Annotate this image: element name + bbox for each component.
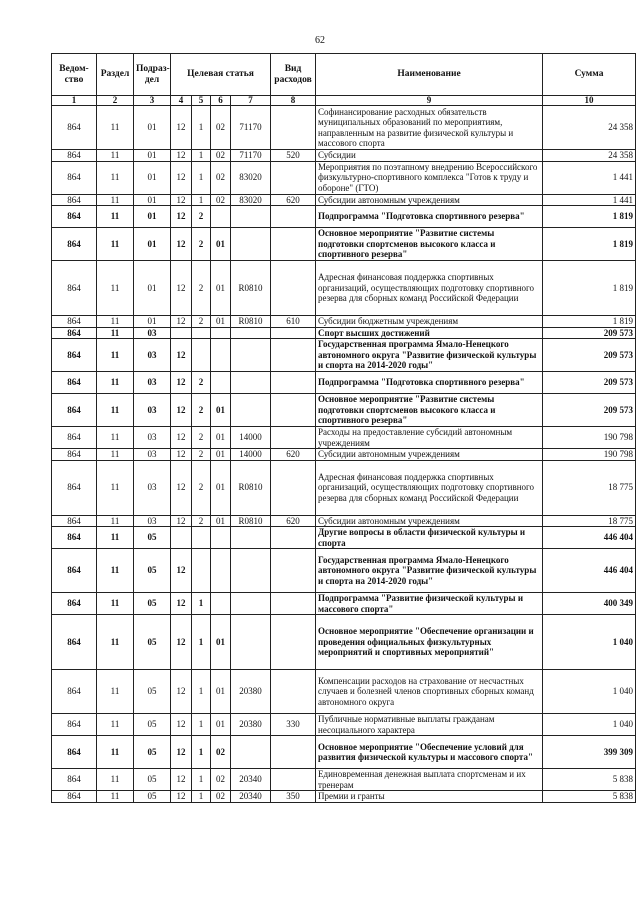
cell-target-event: 01	[211, 261, 231, 316]
table-row	[52, 615, 636, 670]
cell-vedomstvo: 864	[52, 527, 97, 549]
cell-summa: 399 309	[543, 736, 636, 769]
cell-vid-rashodov	[271, 161, 316, 194]
col-number: 10	[543, 96, 636, 106]
cell-vid-rashodov	[271, 670, 316, 714]
cell-target-direction	[231, 394, 271, 427]
cell-podrazdel: 05	[134, 670, 171, 714]
cell-target-event: 02	[211, 769, 231, 791]
cell-target-subprogram: 2	[192, 515, 211, 527]
cell-razdel: 11	[97, 394, 134, 427]
cell-podrazdel: 01	[134, 261, 171, 316]
cell-summa: 1 040	[543, 670, 636, 714]
cell-target-program: 12	[171, 449, 192, 461]
cell-razdel: 11	[97, 714, 134, 736]
cell-target-subprogram: 1	[192, 593, 211, 615]
cell-summa: 209 573	[543, 327, 636, 339]
table-row	[52, 593, 636, 615]
cell-vid-rashodov	[271, 769, 316, 791]
table-row	[52, 316, 636, 328]
cell-razdel: 11	[97, 316, 134, 328]
cell-naimenovanie: Государственная программа Ямало-Ненецкого автономного округа "Развитие физической культуры и спорта на 2014-2020 годы"	[316, 339, 543, 372]
cell-podrazdel: 05	[134, 791, 171, 803]
cell-vid-rashodov	[271, 339, 316, 372]
cell-vid-rashodov: 620	[271, 515, 316, 527]
cell-summa: 400 349	[543, 593, 636, 615]
cell-vedomstvo: 864	[52, 106, 97, 150]
cell-vid-rashodov	[271, 261, 316, 316]
cell-target-event: 01	[211, 228, 231, 261]
cell-summa: 209 573	[543, 372, 636, 394]
table-row	[52, 394, 636, 427]
table-row	[52, 736, 636, 769]
cell-target-direction	[231, 228, 271, 261]
cell-target-program: 12	[171, 394, 192, 427]
table-row	[52, 769, 636, 791]
cell-podrazdel: 03	[134, 339, 171, 372]
cell-target-subprogram: 2	[192, 394, 211, 427]
cell-podrazdel: 05	[134, 714, 171, 736]
cell-razdel: 11	[97, 615, 134, 670]
cell-target-direction: 20380	[231, 714, 271, 736]
table-row	[52, 515, 636, 527]
cell-naimenovanie: Расходы на предоставление субсидий автономным учреждениям	[316, 427, 543, 449]
cell-vid-rashodov	[271, 527, 316, 549]
cell-vedomstvo: 864	[52, 791, 97, 803]
cell-summa: 1 441	[543, 161, 636, 194]
cell-vedomstvo: 864	[52, 714, 97, 736]
cell-vedomstvo: 864	[52, 394, 97, 427]
cell-target-event	[211, 372, 231, 394]
cell-naimenovanie: Основное мероприятие "Развитие системы подготовки спортсменов высокого класса и спортивного резерва"	[316, 228, 543, 261]
table-row	[52, 670, 636, 714]
header-naimenovanie: Наименование	[316, 54, 543, 96]
table-row	[52, 372, 636, 394]
cell-vid-rashodov	[271, 427, 316, 449]
cell-summa: 24 358	[543, 106, 636, 150]
cell-target-event	[211, 593, 231, 615]
cell-target-event	[211, 339, 231, 372]
cell-target-event	[211, 549, 231, 593]
cell-vid-rashodov: 330	[271, 714, 316, 736]
cell-razdel: 11	[97, 449, 134, 461]
cell-target-subprogram: 2	[192, 449, 211, 461]
cell-vid-rashodov	[271, 327, 316, 339]
cell-target-subprogram: 2	[192, 261, 211, 316]
cell-target-direction: 83020	[231, 194, 271, 206]
table-row	[52, 339, 636, 372]
cell-vedomstvo: 864	[52, 549, 97, 593]
cell-naimenovanie: Субсидии	[316, 150, 543, 162]
cell-razdel: 11	[97, 670, 134, 714]
cell-target-subprogram	[192, 339, 211, 372]
cell-target-direction	[231, 372, 271, 394]
cell-target-event: 02	[211, 791, 231, 803]
cell-target-event: 01	[211, 427, 231, 449]
cell-vid-rashodov	[271, 106, 316, 150]
cell-vedomstvo: 864	[52, 194, 97, 206]
cell-target-subprogram: 1	[192, 161, 211, 194]
cell-target-event: 01	[211, 515, 231, 527]
cell-vedomstvo: 864	[52, 372, 97, 394]
cell-podrazdel: 05	[134, 593, 171, 615]
cell-target-subprogram: 1	[192, 194, 211, 206]
cell-podrazdel: 01	[134, 194, 171, 206]
cell-razdel: 11	[97, 593, 134, 615]
cell-target-direction: 20380	[231, 670, 271, 714]
col-number: 6	[211, 96, 231, 106]
cell-naimenovanie: Подпрограмма "Развитие физической культуры и массового спорта"	[316, 593, 543, 615]
cell-target-subprogram	[192, 327, 211, 339]
cell-naimenovanie: Компенсации расходов на страхование от несчастных случаев и болезней членов спортивных сборных команд автономного округа	[316, 670, 543, 714]
cell-target-direction: 20340	[231, 769, 271, 791]
cell-summa: 209 573	[543, 394, 636, 427]
cell-naimenovanie: Адресная финансовая поддержка спортивных организаций, осуществляющих подготовку спортивного резерва для сборных команд Российской Федерации	[316, 460, 543, 515]
cell-target-event: 01	[211, 714, 231, 736]
cell-podrazdel: 05	[134, 769, 171, 791]
cell-podrazdel: 01	[134, 228, 171, 261]
cell-target-subprogram: 1	[192, 736, 211, 769]
cell-naimenovanie: Подпрограмма "Подготовка спортивного резерва"	[316, 206, 543, 228]
col-number: 9	[316, 96, 543, 106]
cell-vid-rashodov: 620	[271, 194, 316, 206]
cell-podrazdel: 01	[134, 206, 171, 228]
cell-naimenovanie: Спорт высших достижений	[316, 327, 543, 339]
cell-podrazdel: 03	[134, 427, 171, 449]
cell-razdel: 11	[97, 327, 134, 339]
cell-razdel: 11	[97, 161, 134, 194]
cell-target-subprogram: 2	[192, 316, 211, 328]
cell-target-direction: R0810	[231, 316, 271, 328]
header-razdel: Раздел	[97, 54, 134, 96]
cell-summa: 18 775	[543, 515, 636, 527]
cell-target-program: 12	[171, 194, 192, 206]
cell-vid-rashodov: 620	[271, 449, 316, 461]
cell-target-program: 12	[171, 427, 192, 449]
page-number: 62	[315, 35, 325, 46]
table-body	[52, 106, 636, 803]
cell-target-direction: 83020	[231, 161, 271, 194]
cell-target-subprogram: 1	[192, 670, 211, 714]
cell-target-program: 12	[171, 206, 192, 228]
cell-podrazdel: 05	[134, 527, 171, 549]
cell-vid-rashodov	[271, 460, 316, 515]
cell-razdel: 11	[97, 427, 134, 449]
table-row	[52, 427, 636, 449]
cell-podrazdel: 05	[134, 736, 171, 769]
cell-target-program: 12	[171, 736, 192, 769]
cell-vedomstvo: 864	[52, 206, 97, 228]
cell-target-direction	[231, 527, 271, 549]
cell-target-direction	[231, 327, 271, 339]
cell-vedomstvo: 864	[52, 670, 97, 714]
cell-vedomstvo: 864	[52, 615, 97, 670]
cell-summa: 1 819	[543, 228, 636, 261]
cell-razdel: 11	[97, 460, 134, 515]
cell-target-event: 02	[211, 736, 231, 769]
cell-vid-rashodov	[271, 549, 316, 593]
cell-target-event: 01	[211, 316, 231, 328]
cell-naimenovanie: Субсидии бюджетным учреждениям	[316, 316, 543, 328]
cell-razdel: 11	[97, 372, 134, 394]
cell-vid-rashodov	[271, 228, 316, 261]
cell-naimenovanie: Субсидии автономным учреждениям	[316, 194, 543, 206]
cell-target-subprogram: 1	[192, 791, 211, 803]
cell-naimenovanie: Основное мероприятие "Обеспечение организации и проведения официальных физкультурных мероприятий и спортивных мероприятий"	[316, 615, 543, 670]
col-number: 5	[192, 96, 211, 106]
cell-target-event: 01	[211, 460, 231, 515]
cell-podrazdel: 05	[134, 615, 171, 670]
cell-vid-rashodov	[271, 593, 316, 615]
table-row	[52, 791, 636, 803]
cell-vedomstvo: 864	[52, 327, 97, 339]
cell-target-program: 12	[171, 615, 192, 670]
cell-razdel: 11	[97, 791, 134, 803]
header-vid-rashodov: Вид расходов	[271, 54, 316, 96]
cell-podrazdel: 03	[134, 515, 171, 527]
cell-target-program	[171, 327, 192, 339]
cell-summa: 190 798	[543, 427, 636, 449]
cell-podrazdel: 01	[134, 316, 171, 328]
table-row	[52, 261, 636, 316]
cell-naimenovanie: Адресная финансовая поддержка спортивных организаций, осуществляющих подготовку спортивного резерва для сборных команд Российской Федерации	[316, 261, 543, 316]
cell-target-direction: 20340	[231, 791, 271, 803]
cell-naimenovanie: Другие вопросы в области физической культуры и спорта	[316, 527, 543, 549]
cell-podrazdel: 03	[134, 327, 171, 339]
col-number: 4	[171, 96, 192, 106]
cell-vedomstvo: 864	[52, 316, 97, 328]
cell-vid-rashodov: 350	[271, 791, 316, 803]
cell-target-subprogram: 1	[192, 615, 211, 670]
table-row	[52, 206, 636, 228]
cell-target-subprogram: 1	[192, 769, 211, 791]
cell-razdel: 11	[97, 206, 134, 228]
budget-table	[51, 53, 636, 803]
cell-target-direction: R0810	[231, 515, 271, 527]
cell-naimenovanie: Премии и гранты	[316, 791, 543, 803]
cell-naimenovanie: Субсидии автономным учреждениям	[316, 515, 543, 527]
cell-vedomstvo: 864	[52, 427, 97, 449]
table-header	[52, 54, 636, 106]
cell-target-program: 12	[171, 769, 192, 791]
cell-target-direction: 71170	[231, 106, 271, 150]
cell-target-program: 12	[171, 460, 192, 515]
cell-target-event: 01	[211, 615, 231, 670]
cell-target-subprogram: 1	[192, 150, 211, 162]
cell-vedomstvo: 864	[52, 460, 97, 515]
cell-naimenovanie: Софинансирование расходных обязательств муниципальных образований по мероприятиям, направленным на развитие физической культуры и массового спорта	[316, 106, 543, 150]
col-number: 7	[231, 96, 271, 106]
cell-target-program: 12	[171, 316, 192, 328]
cell-podrazdel: 01	[134, 106, 171, 150]
cell-target-direction	[231, 339, 271, 372]
cell-naimenovanie: Основное мероприятие "Обеспечение условий для развития физической культуры и массового спорта"	[316, 736, 543, 769]
cell-target-program: 12	[171, 515, 192, 527]
cell-vid-rashodov	[271, 736, 316, 769]
cell-razdel: 11	[97, 527, 134, 549]
cell-podrazdel: 03	[134, 372, 171, 394]
col-number: 3	[134, 96, 171, 106]
cell-vid-rashodov	[271, 615, 316, 670]
cell-target-direction	[231, 206, 271, 228]
table-row	[52, 527, 636, 549]
cell-razdel: 11	[97, 150, 134, 162]
cell-target-program: 12	[171, 549, 192, 593]
cell-target-program: 12	[171, 593, 192, 615]
cell-target-event: 01	[211, 670, 231, 714]
cell-summa: 209 573	[543, 339, 636, 372]
cell-target-event	[211, 206, 231, 228]
cell-target-program: 12	[171, 228, 192, 261]
table-row	[52, 194, 636, 206]
cell-target-subprogram: 2	[192, 206, 211, 228]
cell-vedomstvo: 864	[52, 150, 97, 162]
table-row	[52, 714, 636, 736]
cell-razdel: 11	[97, 261, 134, 316]
table-row	[52, 327, 636, 339]
cell-podrazdel: 03	[134, 460, 171, 515]
table-row	[52, 161, 636, 194]
cell-target-direction	[231, 736, 271, 769]
cell-target-event: 02	[211, 106, 231, 150]
cell-vedomstvo: 864	[52, 339, 97, 372]
cell-target-direction: 71170	[231, 150, 271, 162]
cell-target-program: 12	[171, 339, 192, 372]
cell-podrazdel: 01	[134, 161, 171, 194]
cell-summa: 5 838	[543, 791, 636, 803]
cell-target-program: 12	[171, 161, 192, 194]
cell-naimenovanie: Основное мероприятие "Развитие системы подготовки спортсменов высокого класса и спортивного резерва"	[316, 394, 543, 427]
cell-target-direction: 14000	[231, 427, 271, 449]
cell-target-event: 01	[211, 394, 231, 427]
cell-razdel: 11	[97, 194, 134, 206]
cell-target-direction: R0810	[231, 460, 271, 515]
cell-target-subprogram: 2	[192, 427, 211, 449]
cell-podrazdel: 05	[134, 549, 171, 593]
cell-target-program: 12	[171, 670, 192, 714]
cell-naimenovanie: Публичные нормативные выплаты гражданам несоциального характера	[316, 714, 543, 736]
cell-vid-rashodov	[271, 394, 316, 427]
cell-target-event: 01	[211, 449, 231, 461]
cell-target-program	[171, 527, 192, 549]
col-number: 1	[52, 96, 97, 106]
column-number-row	[52, 96, 636, 106]
cell-target-direction	[231, 593, 271, 615]
table-row	[52, 460, 636, 515]
cell-target-program: 12	[171, 261, 192, 316]
cell-razdel: 11	[97, 228, 134, 261]
cell-razdel: 11	[97, 549, 134, 593]
cell-summa: 446 404	[543, 527, 636, 549]
cell-summa: 5 838	[543, 769, 636, 791]
cell-summa: 1 819	[543, 206, 636, 228]
cell-podrazdel: 03	[134, 394, 171, 427]
cell-vedomstvo: 864	[52, 261, 97, 316]
cell-summa: 1 040	[543, 714, 636, 736]
cell-razdel: 11	[97, 769, 134, 791]
cell-summa: 18 775	[543, 460, 636, 515]
table-row	[52, 150, 636, 162]
cell-vedomstvo: 864	[52, 769, 97, 791]
table-row	[52, 106, 636, 150]
cell-target-subprogram: 2	[192, 228, 211, 261]
cell-target-subprogram: 1	[192, 714, 211, 736]
cell-vid-rashodov: 520	[271, 150, 316, 162]
col-number: 2	[97, 96, 134, 106]
cell-target-direction: R0810	[231, 261, 271, 316]
cell-naimenovanie: Мероприятия по поэтапному внедрению Всероссийского физкультурно-спортивного комплекса "Готов к труду и обороне" (ГТО)	[316, 161, 543, 194]
table-row	[52, 449, 636, 461]
cell-summa: 1 441	[543, 194, 636, 206]
header-summa: Сумма	[543, 54, 636, 96]
cell-summa: 1 040	[543, 615, 636, 670]
cell-razdel: 11	[97, 736, 134, 769]
cell-razdel: 11	[97, 515, 134, 527]
cell-summa: 1 819	[543, 261, 636, 316]
cell-target-subprogram: 2	[192, 460, 211, 515]
cell-vid-rashodov	[271, 206, 316, 228]
cell-target-subprogram	[192, 527, 211, 549]
cell-naimenovanie: Государственная программа Ямало-Ненецкого автономного округа "Развитие физической культуры и спорта на 2014-2020 годы"	[316, 549, 543, 593]
table-row	[52, 228, 636, 261]
cell-vedomstvo: 864	[52, 228, 97, 261]
cell-target-subprogram	[192, 549, 211, 593]
cell-target-event: 02	[211, 150, 231, 162]
cell-target-program: 12	[171, 372, 192, 394]
cell-razdel: 11	[97, 339, 134, 372]
cell-naimenovanie: Подпрограмма "Подготовка спортивного резерва"	[316, 372, 543, 394]
cell-target-event	[211, 527, 231, 549]
header-vedomstvo: Ведом-ство	[52, 54, 97, 96]
cell-summa: 24 358	[543, 150, 636, 162]
table-row	[52, 549, 636, 593]
cell-target-program: 12	[171, 791, 192, 803]
col-number: 8	[271, 96, 316, 106]
cell-summa: 446 404	[543, 549, 636, 593]
cell-vid-rashodov: 610	[271, 316, 316, 328]
cell-naimenovanie: Единовременная денежная выплата спортсменам и их тренерам	[316, 769, 543, 791]
cell-naimenovanie: Субсидии автономным учреждениям	[316, 449, 543, 461]
cell-target-subprogram: 1	[192, 106, 211, 150]
cell-target-program: 12	[171, 714, 192, 736]
cell-target-event: 02	[211, 194, 231, 206]
cell-summa: 190 798	[543, 449, 636, 461]
cell-target-subprogram: 2	[192, 372, 211, 394]
cell-vedomstvo: 864	[52, 515, 97, 527]
cell-target-program: 12	[171, 150, 192, 162]
cell-target-program: 12	[171, 106, 192, 150]
cell-summa: 1 819	[543, 316, 636, 328]
cell-vedomstvo: 864	[52, 449, 97, 461]
cell-target-event: 02	[211, 161, 231, 194]
header-podrazdel: Подраз-дел	[134, 54, 171, 96]
header-celevaya-statya: Целевая статья	[171, 54, 271, 96]
cell-vedomstvo: 864	[52, 161, 97, 194]
cell-target-direction: 14000	[231, 449, 271, 461]
cell-vedomstvo: 864	[52, 593, 97, 615]
cell-target-event	[211, 327, 231, 339]
cell-target-direction	[231, 615, 271, 670]
cell-podrazdel: 01	[134, 150, 171, 162]
cell-razdel: 11	[97, 106, 134, 150]
cell-vid-rashodov	[271, 372, 316, 394]
cell-target-direction	[231, 549, 271, 593]
cell-vedomstvo: 864	[52, 736, 97, 769]
cell-podrazdel: 03	[134, 449, 171, 461]
